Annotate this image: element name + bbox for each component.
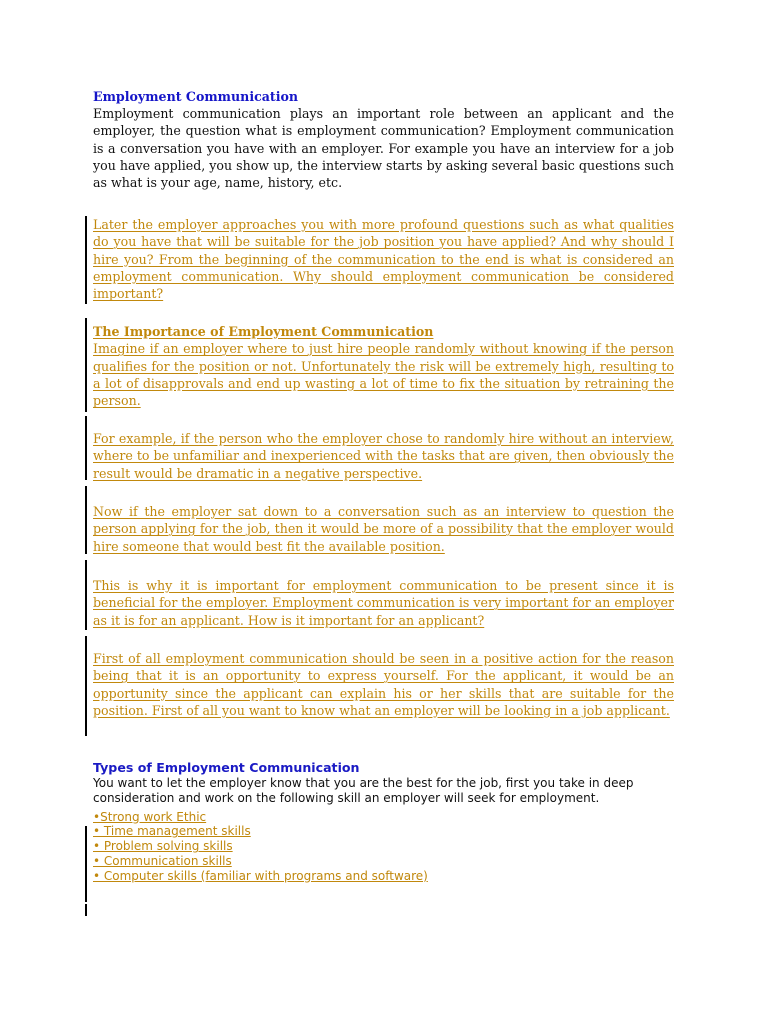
first-section bbox=[93, 650, 674, 719]
example-section bbox=[93, 430, 674, 482]
paragraph-imagine[interactable]: Imagine if an employer where to just hire people randomly without knowing if the person qualifies for the position or not. Unfortunately the risk will be extremely high, resulting to a lot of disapprovals and end up wasting a lot of time to fix the situation by retraining the person. bbox=[93, 341, 674, 409]
types-section bbox=[93, 760, 674, 884]
later-section bbox=[93, 216, 674, 302]
paragraph-example[interactable]: For example, if the person who the employer chose to randomly hire without an interview, where to be unfamiliar and inexperienced with the tasks that are given, then obviously the result would be dramatic in a negative perspective. bbox=[93, 431, 674, 481]
intro-paragraph: Employment communication plays an important role between an applicant and the employer, the question what is employment communication? Employment communication is a conversation you have with an employer. For example you have an interview for a job you have applied, you show up, the interview starts by asking several basic questions such as what is your age, name, history, etc. bbox=[93, 106, 674, 191]
change-bar bbox=[85, 318, 87, 412]
importance-section bbox=[93, 323, 674, 409]
intro-section bbox=[93, 88, 674, 191]
skill-item[interactable]: • Communication skills bbox=[93, 853, 232, 868]
now-section bbox=[93, 503, 674, 555]
heading-importance[interactable]: The Importance of Employment Communication bbox=[93, 324, 434, 339]
heading-types: Types of Employment Communication bbox=[93, 760, 360, 775]
change-bar bbox=[85, 826, 87, 902]
paragraph-now[interactable]: Now if the employer sat down to a conversation such as an interview to question the person applying for the job, then it would be more of a possibility that the employer would hire someone that would best fit the available position. bbox=[93, 504, 674, 554]
paragraph-why[interactable]: This is why it is important for employment communication to be present since it is beneficial for the employer. Employment communication is very important for an employer as it is for an applicant. How is it important for an applicant? bbox=[93, 578, 674, 628]
change-bar bbox=[85, 416, 87, 480]
skill-item[interactable]: •Strong work Ethic bbox=[93, 809, 207, 824]
paragraph-later[interactable]: Later the employer approaches you with more profound questions such as what qualities do you have that will be suitable for the job position you have applied? And why should I hire you? From the beginning of the communication to the end is what is considered an employment communication. Why should employment communication be considered important? bbox=[93, 217, 674, 302]
why-section bbox=[93, 577, 674, 629]
change-bar bbox=[85, 216, 87, 304]
paragraph-first[interactable]: First of all employment communication should be seen in a positive action for the reason being that it is an opportunity to express yourself. For the applicant, it would be an opportunity since the applicant can explain his or her skills that are suitable for the position. First of all you want to know what an employer will be looking in a job applicant. bbox=[93, 651, 674, 718]
skill-item[interactable]: • Time management skills bbox=[93, 824, 251, 839]
change-bar bbox=[85, 486, 87, 554]
change-bar bbox=[85, 636, 87, 736]
skill-item[interactable]: • Computer skills (familiar with programs and software) bbox=[93, 868, 428, 883]
heading-employment-communication: Employment Communication bbox=[93, 89, 299, 104]
change-bar bbox=[85, 904, 87, 916]
change-bar bbox=[85, 560, 87, 630]
skill-item[interactable]: • Problem solving skills bbox=[93, 839, 233, 854]
types-intro: You want to let the employer know that you are the best for the job, first you take in deep consideration and work on the following skill an employer will seek for employment. bbox=[93, 776, 634, 805]
skills-list bbox=[93, 810, 674, 884]
